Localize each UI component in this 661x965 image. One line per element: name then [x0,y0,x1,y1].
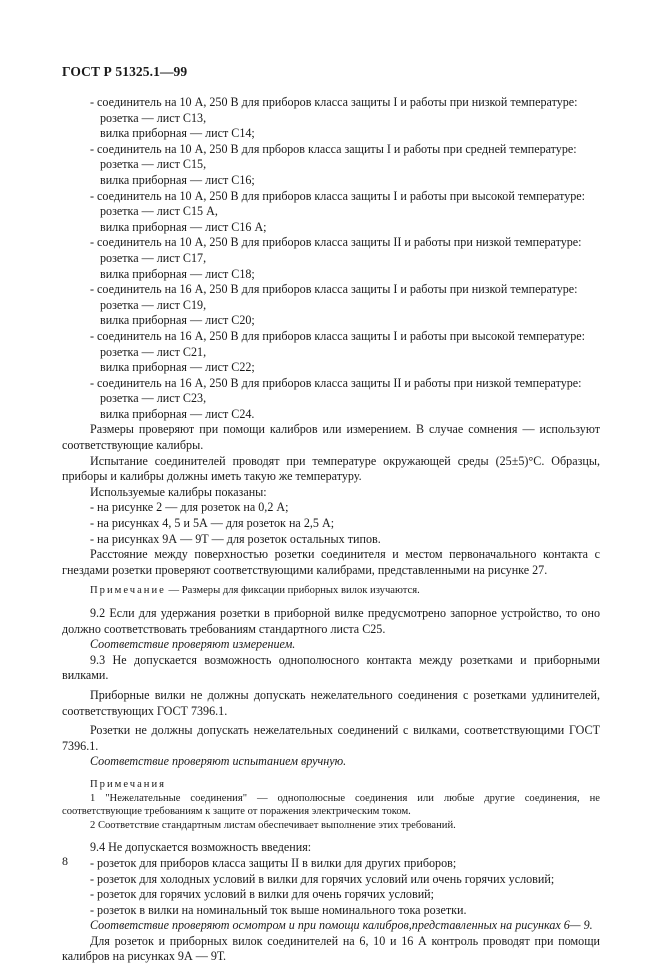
paragraph-test-temperature: Испытание соединителей проводят при температуре окружающей среды (25±5)°С. Образцы, приборы и калибры должны иметь такую же температуру. [62,453,600,484]
gauge-item: - на рисунках 4, 5 и 5А — для розеток на 2,5 А; [90,516,335,531]
connector-list [90,95,600,422]
gauge-item: - на рисунках 9А — 9Т — для розеток остальных типов. [90,531,381,546]
note-2-item: 1 "Нежелательные соединения" — однополюсные соединения или любые другие соединения, не соответствующие требованиям к защите от поражения электрическим током. [62,792,600,818]
connector-socket-sheet: розетка — лист С13, [100,110,207,125]
compliance-9-2: Соответствие проверяют измерением. [90,637,296,652]
connector-plug-sheet: вилка приборная — лист С16 А; [100,219,267,234]
compliance-9-3: Соответствие проверяют испытанием вручную. [90,754,347,769]
connector-socket-sheet: розетка — лист С17, [100,250,207,265]
note-1-text: — Размеры для фиксации приборных вилок изучаются. [165,585,420,597]
paragraph-9-3-sockets: Розетки не должны допускать нежелательных соединений с вилками, соответствующими ГОСТ 7396.1. [62,723,600,753]
compliance-9-4: Соответствие проверяют осмотром и при помощи калибров,представленных на рисунках 6— 9. [90,918,593,933]
connector-socket-sheet: розетка — лист С21, [100,344,207,359]
paragraph-gauges-intro: Используемые калибры показаны: [90,484,267,499]
list-item-9-4: - розеток для приборов класса защиты II в вилки для других приборов; [90,855,457,870]
paragraph-sizes: Размеры проверяют при помощи калибров или измерением. В случае сомнения — используют соответствующие калибры. [62,422,600,453]
connector-item: - соединитель на 10 А, 250 В для прборов класса защиты I и работы при средней температуре: [90,141,577,156]
connector-item: - соединитель на 10 А, 250 В для приборов класса защиты I и работы при высокой температуре: [90,188,586,203]
connector-plug-sheet: вилка приборная — лист С20; [100,313,255,328]
paragraph-9-3-plugs: Приборные вилки не должны допускать нежелательного соединения с розетками удлинителей, соответствующих ГОСТ 7396.1. [62,687,600,718]
connector-plug-sheet: вилка приборная — лист С18; [100,266,255,281]
page-number: 8 [62,854,68,868]
paragraph-9-3: 9.3 Не допускается возможность однополюсного контакта между розетками и приборными вилками. [62,652,600,683]
paragraph-distance: Расстояние между поверхностью розетки соединителя и местом первоначального контакта с гнездами розетки проверяют соответствующими калибрами, представленными на рисунке 27. [62,547,600,577]
list-item-9-4: - розеток для горячих условий в вилки для очень горячих условий; [90,887,434,902]
gauge-item: - на рисунке 2 — для розеток на 0,2 А; [90,500,289,515]
connector-socket-sheet: розетка — лист С19, [100,297,207,312]
list-item-9-4: - розеток в вилки на номинальный ток выше номинального тока розетки. [90,902,467,917]
page-body [62,95,600,965]
paragraph-final: Для розеток и приборных вилок соединителей на 6, 10 и 16 А контроль проводят при помощи калибров на рисунках 9А — 9Т. [62,933,600,964]
paragraph-9-4: 9.4 Не допускается возможность введения: [90,840,312,855]
connector-plug-sheet: вилка приборная — лист С22; [100,360,255,375]
connector-item: - соединитель на 10 А, 250 В для приборов класса защиты I и работы при низкой температуре: [90,95,578,109]
note-2-item: 2 Соответствие стандартным листам обеспечивает выполнение этих требований. [90,819,456,831]
connector-socket-sheet: розетка — лист С15 А, [100,204,218,219]
connector-plug-sheet: вилка приборная — лист С14; [100,126,255,141]
connector-plug-sheet: вилка приборная — лист С24. [100,406,255,421]
connector-item: - соединитель на 10 А, 250 В для приборов класса защиты II и работы при низкой температуре: [90,235,582,250]
note-1 [90,584,600,598]
connector-item: - соединитель на 16 А, 250 В для приборов класса защиты I и работы при низкой температуре: [90,282,578,297]
connector-socket-sheet: розетка — лист С15, [100,157,207,172]
connector-socket-sheet: розетка — лист С23, [100,391,207,406]
connector-item: - соединитель на 16 А, 250 В для приборов класса защиты I и работы при высокой температуре: [90,328,586,343]
list-item-9-4: - розеток для холодных условий в вилки для горячих условий или очень горячих условий; [90,871,555,886]
connector-item: - соединитель на 16 А, 250 В для приборов класса защиты II и работы при низкой температуре: [90,375,582,390]
document-header: ГОСТ Р 51325.1—99 [62,64,188,79]
connector-plug-sheet: вилка приборная — лист С16; [100,172,255,187]
notes-2-label: Примечания [90,778,166,790]
paragraph-9-2: 9.2 Если для удержания розетки в приборной вилке предусмотрено запорное устройство, то оно должно соответствовать требованиям стандартного листа С25. [62,606,600,636]
note-1-label: Примечание [90,585,166,597]
